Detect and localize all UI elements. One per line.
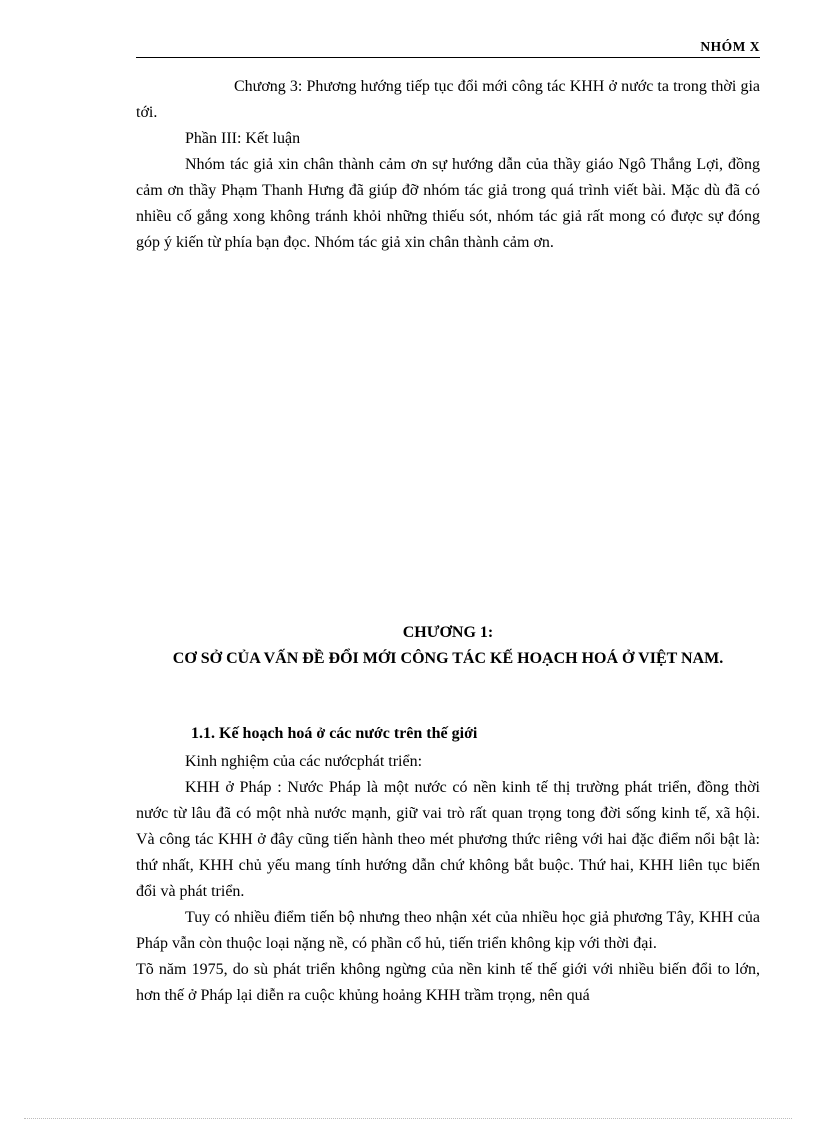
section-block (136, 721, 760, 1009)
chapter3-outline-line: Chương 3: Phương hướng tiếp tục đổi mới công tác KHH ở nước ta trong thời gia tới. (136, 78, 760, 121)
header-label: NHÓM X (700, 39, 760, 54)
chapter-heading (136, 620, 760, 672)
paragraph-france: KHH ở Pháp : Nước Pháp là một nước có nền kinh tế thị trường phát triển, đồng thời nước từ lâu đã có một nhà nước mạnh, giữ vai trò rất quan trọng tong đời sống kinh tế, xã hội. Và công tác KHH ở đây cũng tiến hành theo mét phương thức riêng với hai đặc điểm nổi bật là: thứ nhất, KHH chủ yếu mang tính hướng dẫn chứ không bắt buộc. Thứ hai, KHH liên tục biến đổi và phát triển. (136, 779, 760, 900)
section-lead: Kinh nghiệm của các nướcphát triển: (185, 753, 423, 770)
page-bottom-divider (24, 1118, 792, 1119)
thanks-paragraph: Nhóm tác giả xin chân thành cảm ơn sự hướng dẫn của thầy giáo Ngô Thắng Lợi, đồng cảm ơn thầy Phạm Thanh Hưng đã giúp đỡ nhóm tác giả trong quá trình viết bài. Mặc dù đã có nhiều cố gắng xong không tránh khỏi những thiếu sót, nhóm tác giả rất mong có được sự đóng góp ý kiến từ phía bạn đọc. Nhóm tác giả xin chân thành cảm ơn. (136, 156, 760, 251)
section-heading: 1.1. Kế hoạch hoá ở các nước trên thế giới (191, 725, 478, 742)
chapter-title: CƠ SỞ CỦA VẤN ĐỀ ĐỔI MỚI CÔNG TÁC KẾ HOẠCH HOÁ Ở VIỆT NAM. (172, 650, 724, 667)
page-header (136, 38, 760, 58)
header-rule (136, 57, 760, 58)
chapter-number: CHƯƠNG 1: (402, 624, 494, 641)
paragraph-criticism: Tuy có nhiều điểm tiến bộ nhưng theo nhận xét của nhiều học giả phương Tây, KHH của Pháp vẫn còn thuộc loại nặng nề, có phần cổ hủ, tiến triển không kịp với thời đại. (136, 909, 760, 952)
intro-block (136, 74, 760, 256)
paragraph-1975: Tõ năm 1975, do sù phát triển không ngừng của nền kinh tế thế giới với nhiều biến đổi to lớn, hơn thế ở Pháp lại diễn ra cuộc khủng hoảng KHH trầm trọng, nên quá (136, 961, 760, 1004)
part3-outline-line: Phần III: Kết luận (185, 130, 301, 147)
